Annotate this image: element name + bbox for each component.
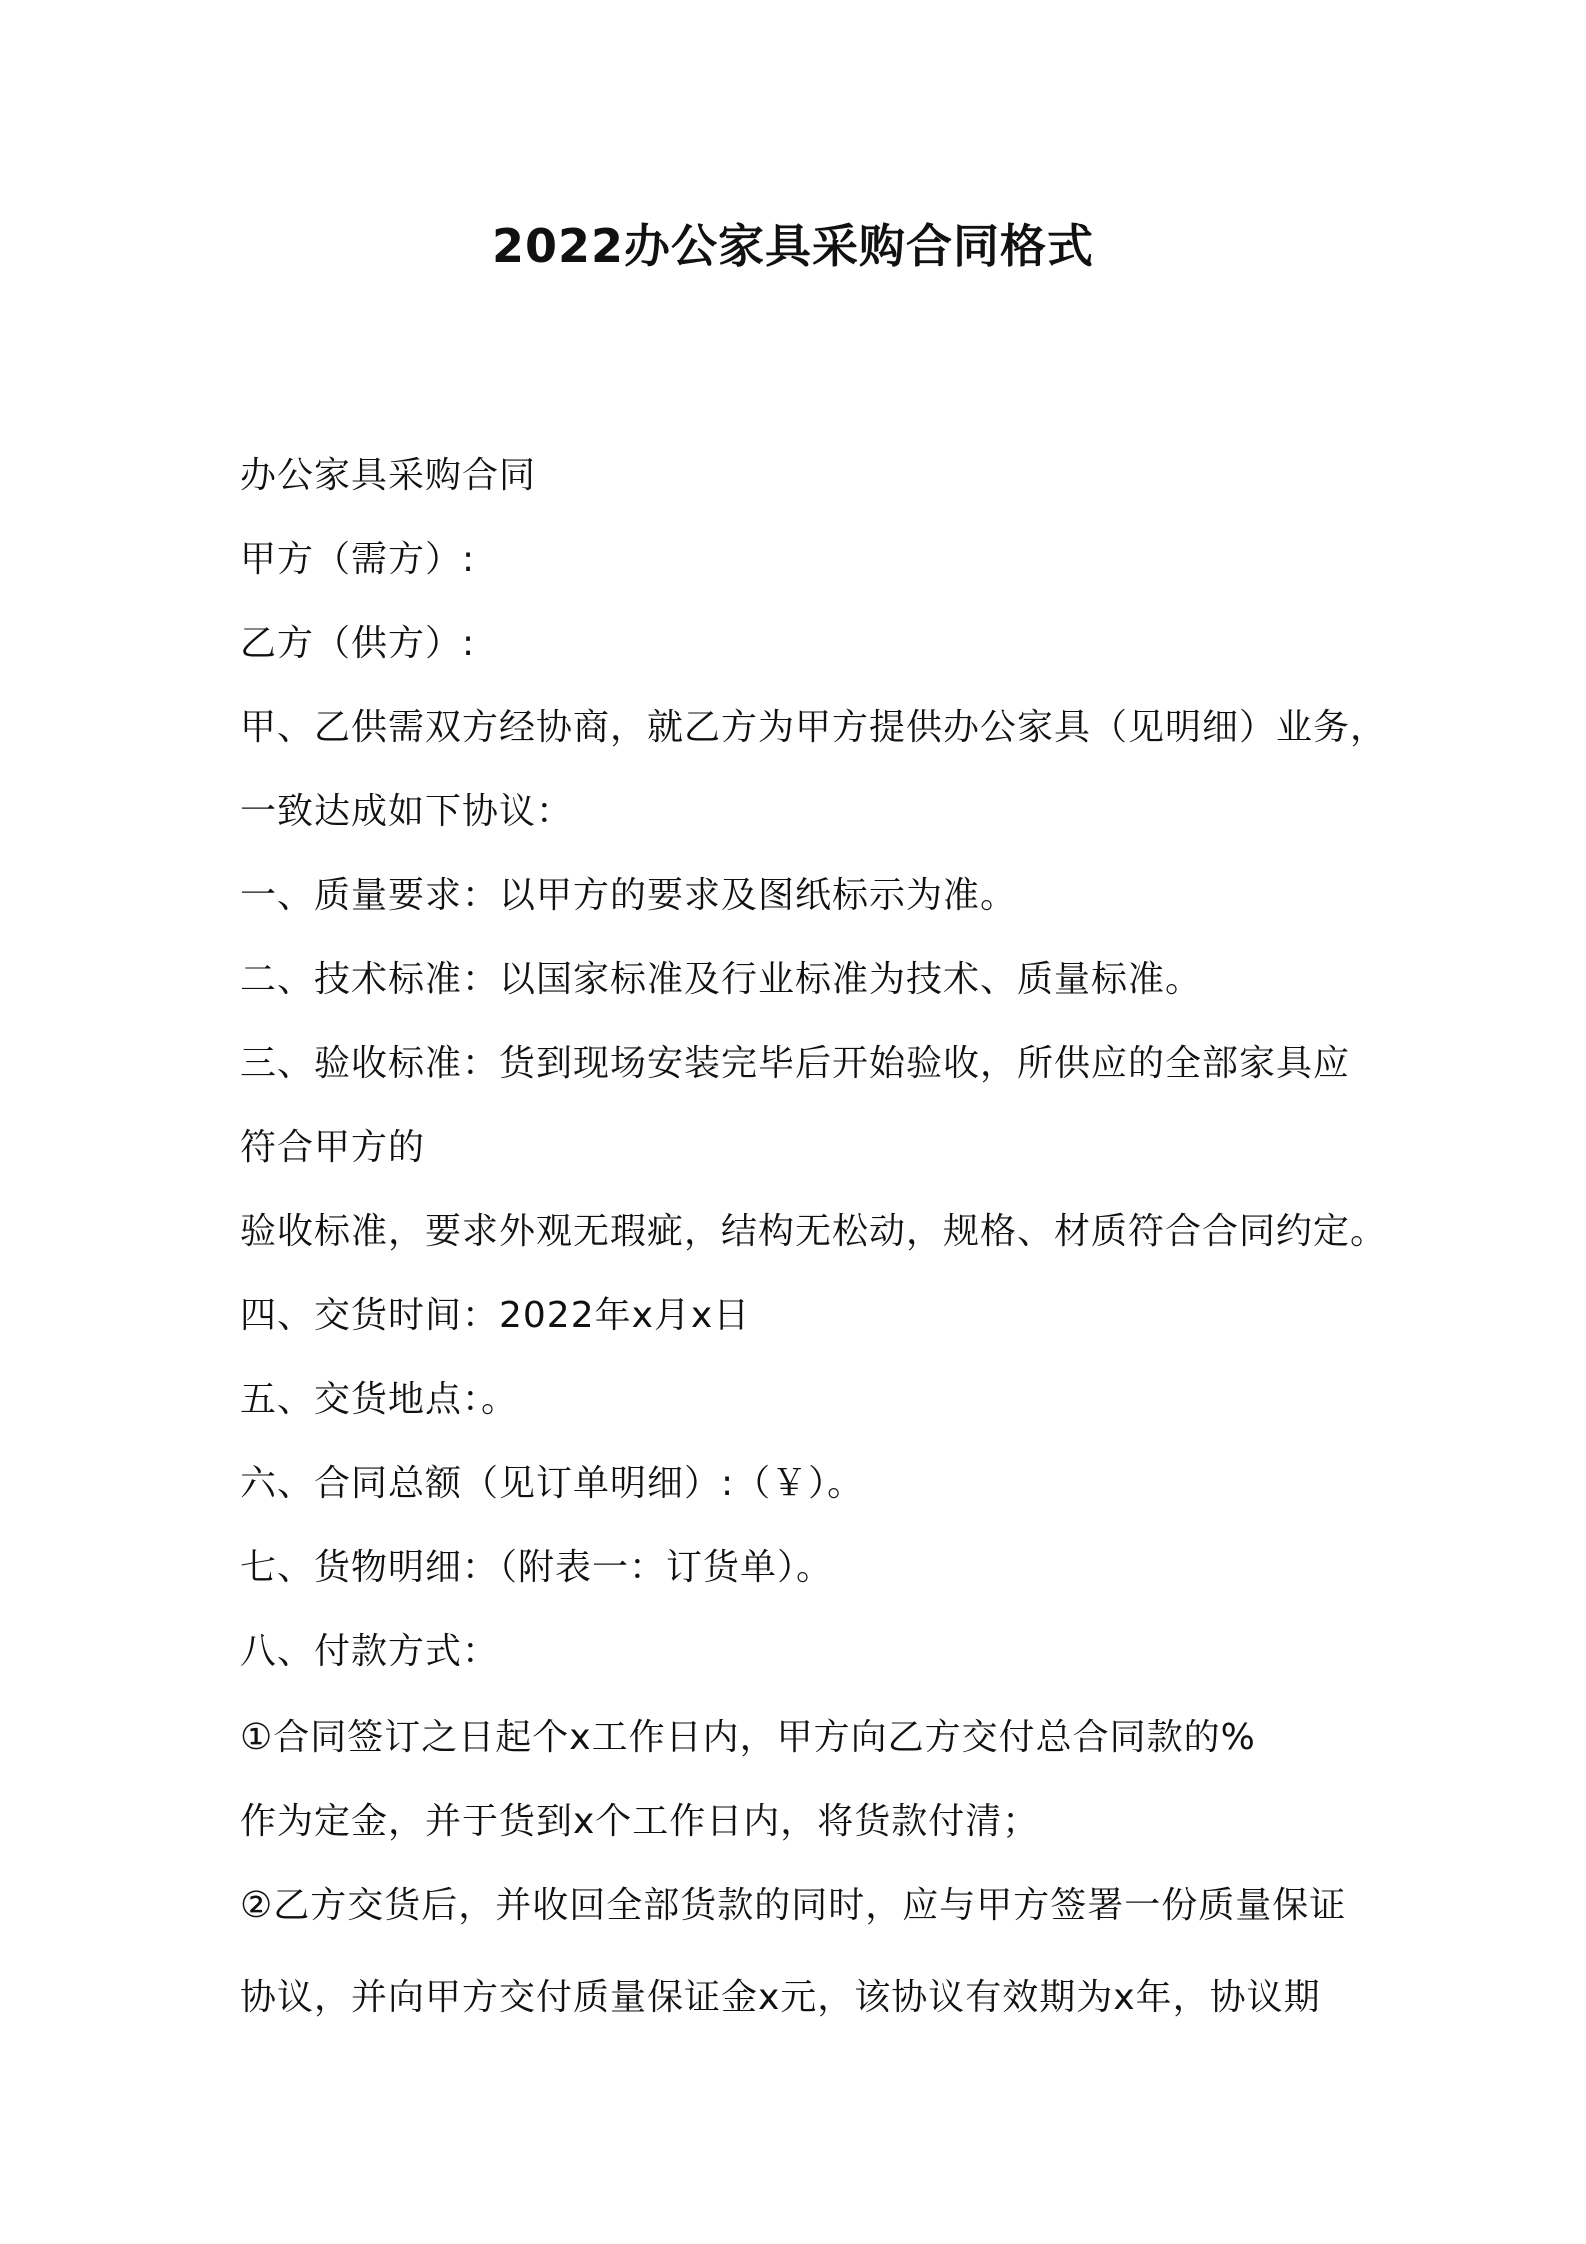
preamble-line-2: 一致达成如下协议： (240, 791, 574, 832)
clause-3-acceptance-line-3: 验收标准，要求外观无瑕疵，结构无松动，规格、材质符合合同约定。 (240, 1211, 1388, 1252)
party-a-line: 甲方（需方）: (240, 539, 476, 580)
clause-4-delivery-time: 四、交货时间：2022年x月x日 (240, 1295, 751, 1336)
contract-heading: 办公家具采购合同 (240, 455, 537, 496)
clause-3-acceptance-line-2: 符合甲方的 (240, 1127, 426, 1168)
clause-1-quality: 一、质量要求：以甲方的要求及图纸标示为准。 (240, 875, 1018, 916)
document-title: 2022办公家具采购合同格式 (491, 219, 1095, 273)
clause-3-acceptance-line-1: 三、验收标准：货到现场安装完毕后开始验收，所供应的全部家具应 (240, 1043, 1351, 1084)
payment-item-2-line-2: 协议，并向甲方交付质量保证金x元，该协议有效期为x年，协议期 (240, 1977, 1321, 2018)
preamble-line-1: 甲、乙供需双方经协商，就乙方为甲方提供办公家具（见明细）业务， (240, 707, 1388, 748)
payment-item-1-line-1: ①合同签订之日起个x工作日内，甲方向乙方交付总合同款的% (240, 1717, 1256, 1758)
party-b-line: 乙方（供方）: (240, 623, 476, 664)
payment-item-2-line-1: ②乙方交货后，并收回全部货款的同时，应与甲方签署一份质量保证 (240, 1885, 1347, 1926)
clause-5-delivery-place: 五、交货地点：。 (240, 1379, 519, 1420)
clause-7-goods-detail: 七、货物明细：（附表一：订货单）。 (240, 1547, 834, 1588)
clause-2-technical: 二、技术标准：以国家标准及行业标准为技术、质量标准。 (240, 959, 1203, 1000)
clause-8-payment: 八、付款方式： (240, 1631, 500, 1672)
payment-item-1-line-2: 作为定金，并于货到x个工作日内，将货款付清； (240, 1801, 1040, 1842)
clause-6-total-amount: 六、合同总额（见订单明细）:（￥）。 (240, 1463, 865, 1504)
